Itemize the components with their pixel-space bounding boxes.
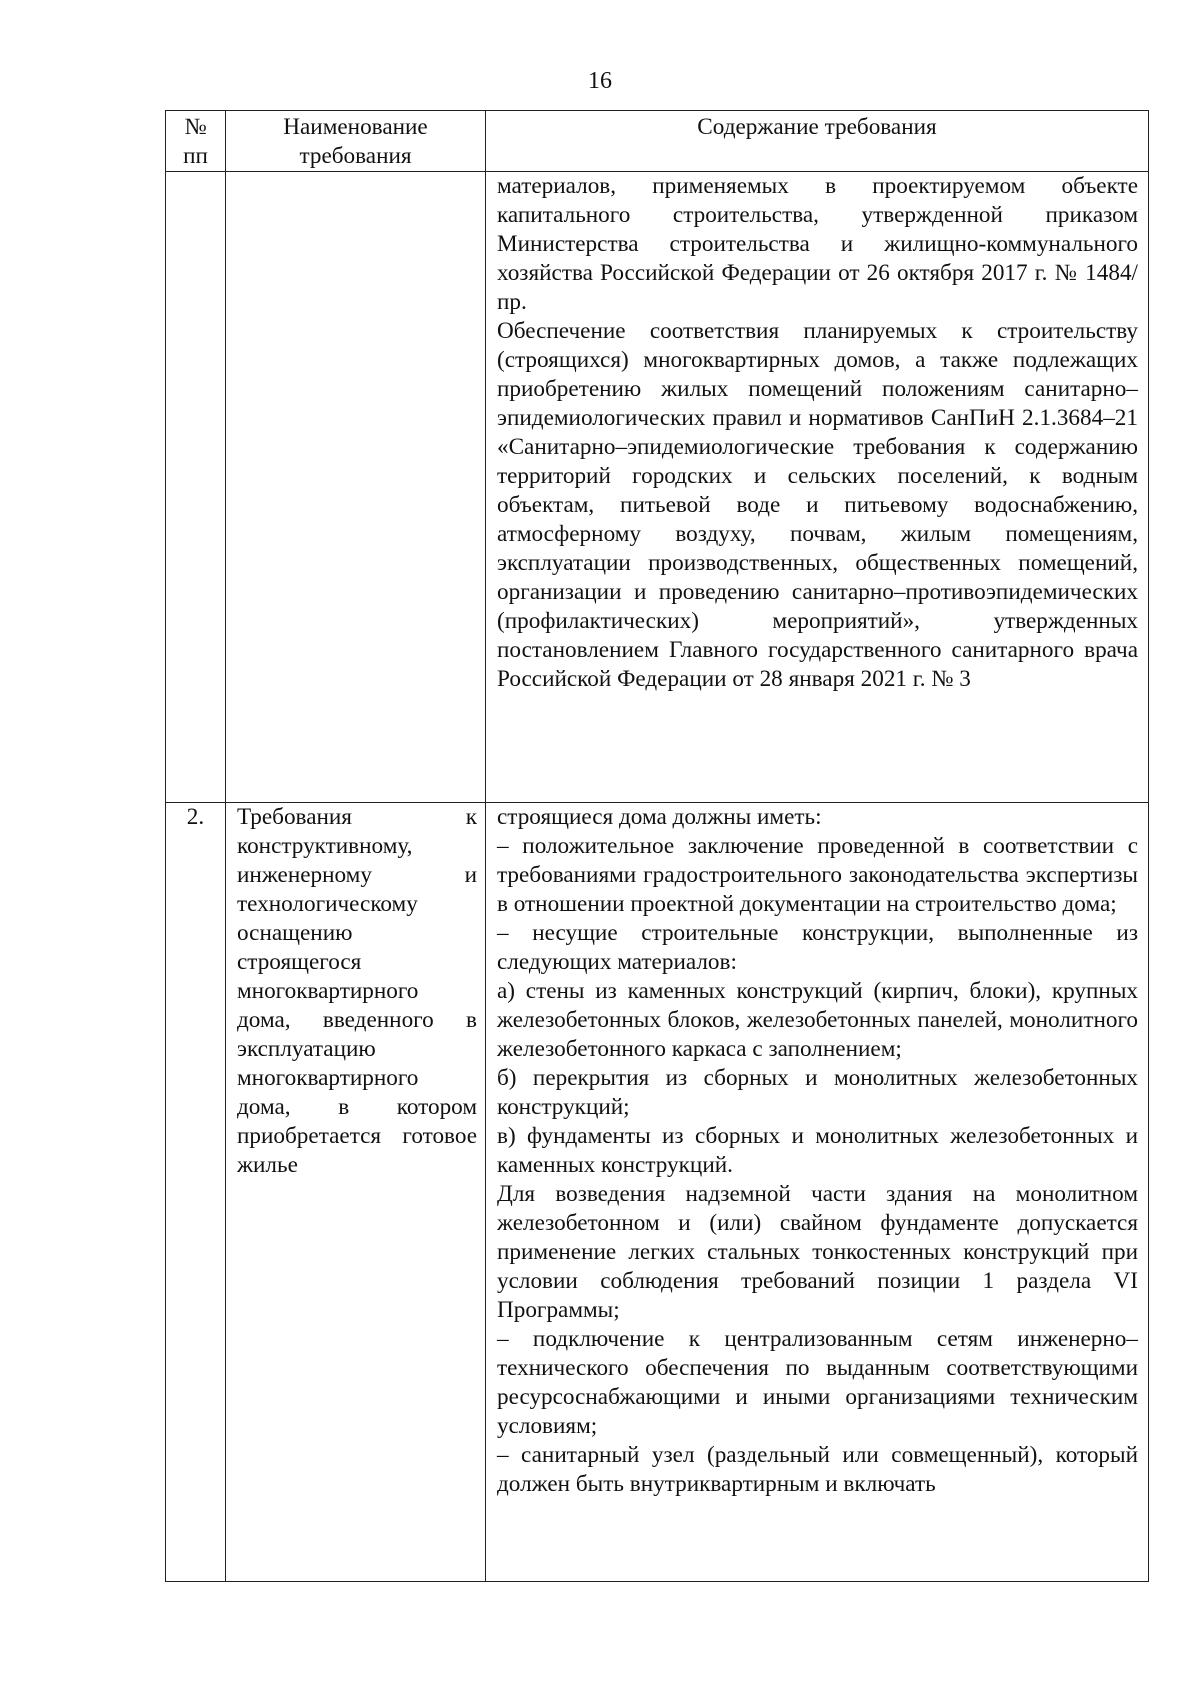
header-name-line2: требования <box>299 143 412 169</box>
row1-name <box>226 172 486 803</box>
table-row <box>166 172 1149 803</box>
row1-paragraph-2: Обеспечение соответствия планируемых к строительству (строящихся) многоквартирных домов, а также подлежащих приобретению жилых помещений положениям санитарно–эпидемиологических правил и нормативов СанПиН 2.1.3684–21 «Санитарно–эпидемиологические требования к содержанию территорий городских и сельских поселений, к водным объектам, питьевой воде и питьевому водоснабжению, атмосферному воздуху, почвам, жилым помещениям, эксплуатации производственных, общественных помещений, организации и проведению санитарно–противоэпидемических (профилактических) мероприятий», утвержденных постановлением Главного государственного санитарного врача Российской Федерации от 28 января 2021 г. № 3 <box>497 318 1138 692</box>
row1-paragraph-1: материалов, применяемых в проектируемом объекте капитального строительства, утвержденной приказом Министерства строительства и жилищно-коммунального хозяйства Российской Федерации от 26 октября 2017 г. № 1484/пр. <box>497 173 1138 315</box>
row2-name-text: Требования к конструктивному, инженерному и технологическому оснащению строящегося многоквартирного дома, введенного в эксплуатацию многоквартирного дома, в котором приобретается готовое жилье <box>237 804 477 1178</box>
row2-paragraph-2: – положительное заключение проведенной в соответствии с требованиями градостроительного законодательства экспертизы в отношении проектной документации на строительство дома; <box>497 833 1138 917</box>
header-content-text: Содержание требования <box>697 114 937 140</box>
row2-paragraph-1: строящиеся дома должны иметь: <box>497 804 822 830</box>
header-content <box>486 111 1149 172</box>
requirements-table <box>165 110 1149 1582</box>
table-header-row <box>166 111 1149 172</box>
header-number <box>166 111 226 172</box>
row2-paragraph-7: Для возведения надземной части здания на монолитном железобетонном и (или) свайном фундаменте допускается применение легких стальных тонкостенных конструкций при условии соблюдения требований позиции 1 раздела VI Программы; <box>497 1181 1138 1323</box>
row2-paragraph-5: б) перекрытия из сборных и монолитных железобетонных конструкций; <box>497 1065 1138 1120</box>
row2-paragraph-8: – подключение к централизованным сетям инженерно–технического обеспечения по выданным соответствующими ресурсоснабжающими и иными организациями техническим условиям; <box>497 1326 1138 1439</box>
row1-number <box>166 172 226 803</box>
header-number-line1: № <box>184 114 207 140</box>
row2-paragraph-9: – санитарный узел (раздельный или совмещенный), который должен быть внутриквартирным и включать <box>497 1442 1138 1497</box>
row2-number: 2. <box>166 803 226 1582</box>
page-number: 16 <box>588 68 612 94</box>
row2-paragraph-3: – несущие строительные конструкции, выполненные из следующих материалов: <box>497 920 1138 975</box>
row2-content <box>486 803 1149 1582</box>
row1-content <box>486 172 1149 803</box>
table-row <box>166 803 1149 1582</box>
row2-name <box>226 803 486 1582</box>
row2-paragraph-4: а) стены из каменных конструкций (кирпич, блоки), крупных железобетонных блоков, железобетонных панелей, монолитного железобетонного каркаса с заполнением; <box>497 978 1138 1062</box>
row2-paragraph-6: в) фундаменты из сборных и монолитных железобетонных и каменных конструкций. <box>497 1123 1138 1178</box>
header-number-line2: пп <box>183 143 208 169</box>
header-name-line1: Наименование <box>283 114 428 140</box>
header-name <box>226 111 486 172</box>
